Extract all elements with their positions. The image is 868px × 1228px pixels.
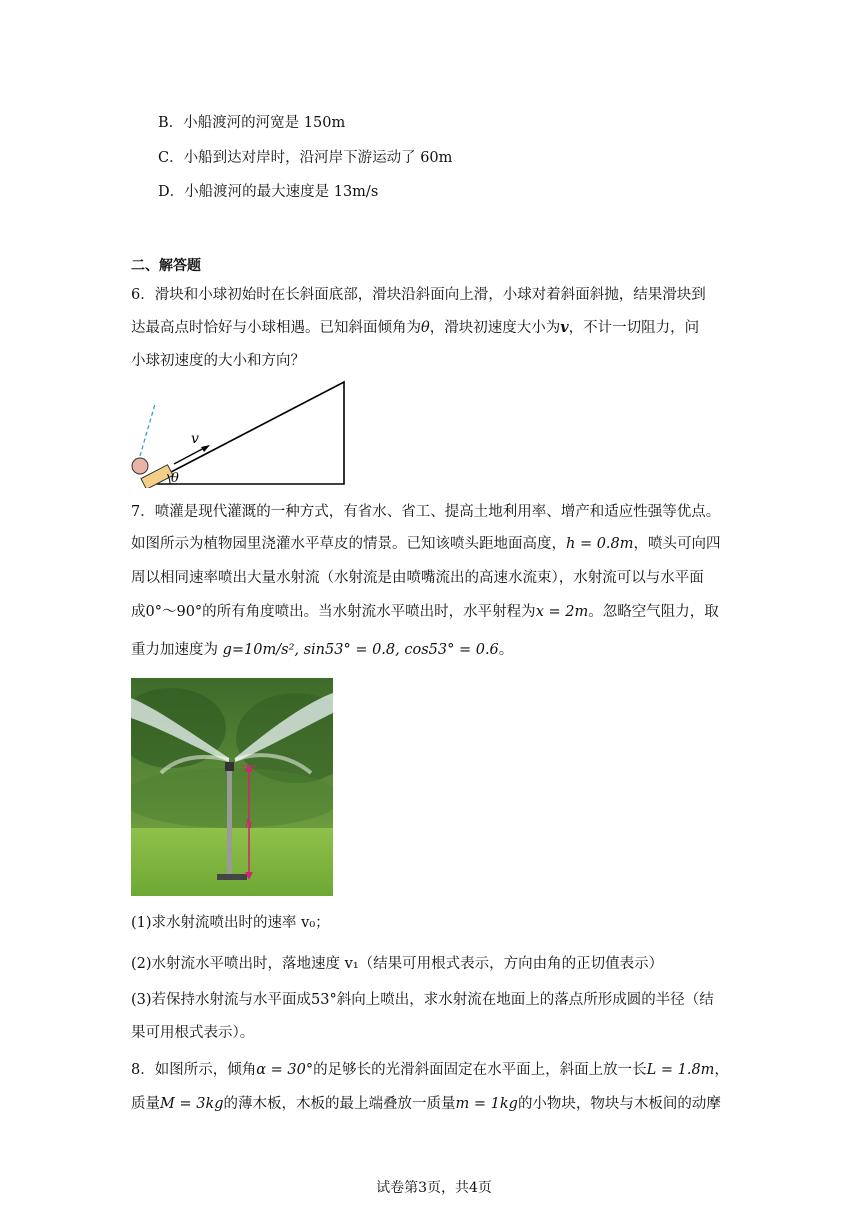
q7-sub-3-line-1: (3)若保持水射流与水平面成53°斜向上喷出，求水射流在地面上的落点所形成圆的半径（结 <box>131 992 714 1008</box>
velocity-label: v <box>191 431 199 447</box>
q8-line-1: 8．如图所示，倾角α = 30°的足够长的光滑斜面固定在水平面上，斜面上放一长L = 1.8m， <box>131 1062 729 1078</box>
q7-line-1: 7．喷灌是现代灌溉的一种方式，有省水、省工、提高土地利用率、增产和适应性强等优点。 <box>131 504 721 520</box>
q7-sub-1: (1)求水射流喷出时的速率 v₀； <box>131 915 330 931</box>
incline-triangle <box>148 382 344 484</box>
q6-line-1: 6．滑块和小球初始时在长斜面底部，滑块沿斜面向上滑，小球对着斜面斜抛，结果滑块到 <box>131 287 706 303</box>
incline-figure <box>128 376 348 488</box>
section-title: 二、解答题 <box>131 258 201 274</box>
option-d: D．小船渡河的最大速度是 13m/s <box>158 184 379 200</box>
q8-line-2: 质量M = 3kg的薄木板，木板的最上端叠放一质量m = 1kg的小物块，物块与木板间的动摩 <box>131 1096 721 1112</box>
option-c: C．小船到达对岸时，沿河岸下游运动了 60m <box>158 150 453 166</box>
ball-trajectory-line <box>140 404 155 456</box>
q6-line-2: 达最高点时恰好与小球相遇。已知斜面倾角为θ，滑块初速度大小为v，不计一切阻力，问 <box>131 319 700 336</box>
q7-line-3: 周以相同速率喷出大量水射流（水射流是由喷嘴流出的高速水流束），水射流可以与水平面 <box>131 570 704 586</box>
q7-sub-2: (2)水射流水平喷出时，落地速度 v₁（结果可用根式表示，方向由角的正切值表示） <box>131 956 664 972</box>
angle-label: θ <box>171 471 179 486</box>
q6-line-3: 小球初速度的大小和方向？ <box>131 353 305 369</box>
q7-line-2: 如图所示为植物园里浇灌水平草皮的情景。已知该喷头距地面高度，h = 0.8m，喷头可向四 <box>131 536 721 552</box>
sprinkler-photo <box>131 678 333 896</box>
ball <box>132 458 148 474</box>
height-label: h <box>245 817 253 831</box>
q7-line-4: 成0°～90°的所有角度喷出。当水射流水平喷出时，水平射程为x = 2m。忽略空气阻力，取 <box>131 604 719 620</box>
velocity-arrow-head <box>201 445 210 452</box>
q7-sub-3-line-2: 果可用根式表示）。 <box>131 1025 255 1041</box>
option-b: B．小船渡河的河宽是 150m <box>158 115 346 131</box>
page-footer: 试卷第3页，共4页 <box>376 1180 492 1196</box>
q7-line-5: 重力加速度为 g=10m/s², sin53° = 0.8, cos53° = 0.6。 <box>131 642 514 658</box>
